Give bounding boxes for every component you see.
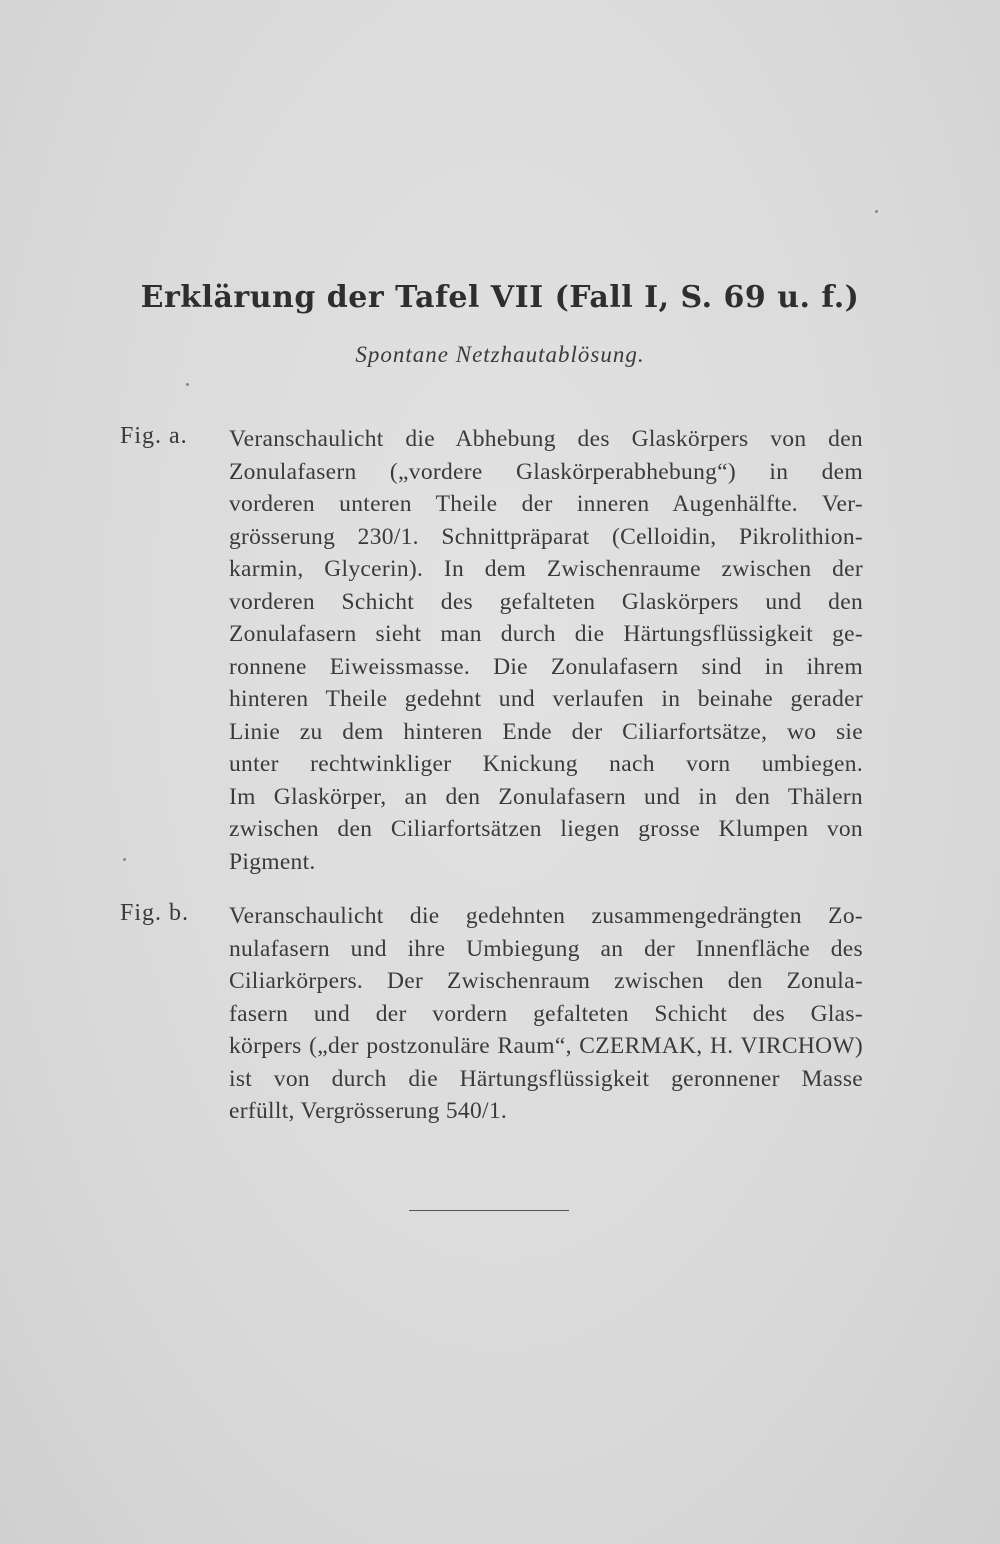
text-line: ist von durch die Härtungsflüssigkeit geronnener Masse: [229, 1065, 863, 1092]
page-subtitle: Spontane Netzhautablösung.: [355, 342, 645, 367]
text-line: Im Glaskörper, an den Zonulafasern und in den Thälern: [229, 783, 863, 810]
figure-a-text: [229, 423, 863, 878]
text-line: fasern und der vordern gefalteten Schicht des Glas-: [229, 1000, 863, 1027]
text-line: Zonulafasern sieht man durch die Härtungsflüssigkeit ge-: [229, 621, 863, 647]
text-line: erfüllt, Vergrösserung 540/1.: [229, 1098, 508, 1124]
text-line: körpers („der postzonuläre Raum“, CZERMAK, H. VIRCHOW): [229, 1033, 863, 1059]
text-line: karmin, Glycerin). In dem Zwischenraume zwischen der: [229, 556, 863, 582]
scan-speck: [186, 383, 189, 386]
text-line: hinteren Theile gedehnt und verlaufen in beinahe gerader: [229, 686, 863, 712]
figure-b-label: Fig. b.: [120, 900, 190, 926]
text-line: ronnene Eiweissmasse. Die Zonulafasern sind in ihrem: [229, 653, 863, 680]
page-title: Erklärung der Tafel VII (Fall I, S. 69 u. f.): [140, 280, 860, 315]
figure-a-label: Fig. a.: [120, 423, 188, 449]
end-rule: [409, 1210, 569, 1211]
text-line: vorderen unteren Theile der inneren Augenhälfte. Ver-: [229, 491, 863, 517]
text-line: Ciliarkörpers. Der Zwischenraum zwischen den Zonula-: [229, 968, 863, 994]
text-line: nulafasern und ihre Umbiegung an der Innenfläche des: [229, 935, 863, 962]
text-line: Pigment.: [229, 848, 316, 875]
text-line: Veranschaulicht die Abhebung des Glaskörpers von den: [229, 426, 863, 452]
scan-speck: [875, 210, 878, 213]
text-line: Zonulafasern („vordere Glaskörperabhebung“) in dem: [229, 458, 863, 485]
text-line: vorderen Schicht des gefalteten Glaskörpers und den: [229, 588, 863, 615]
text-line: unter rechtwinkliger Knickung nach vorn umbiegen.: [229, 751, 863, 777]
text-line: Linie zu dem hinteren Ende der Ciliarfortsätze, wo sie: [229, 718, 863, 745]
figure-b-text: [229, 900, 863, 1128]
scan-speck: [123, 858, 126, 861]
text-line: zwischen den Ciliarfortsätzen liegen grosse Klumpen von: [229, 816, 863, 842]
text-line: grösserung 230/1. Schnittpräparat (Celloidin, Pikrolithion-: [229, 523, 863, 550]
text-line: Veranschaulicht die gedehnten zusammengedrängten Zo-: [229, 903, 863, 929]
